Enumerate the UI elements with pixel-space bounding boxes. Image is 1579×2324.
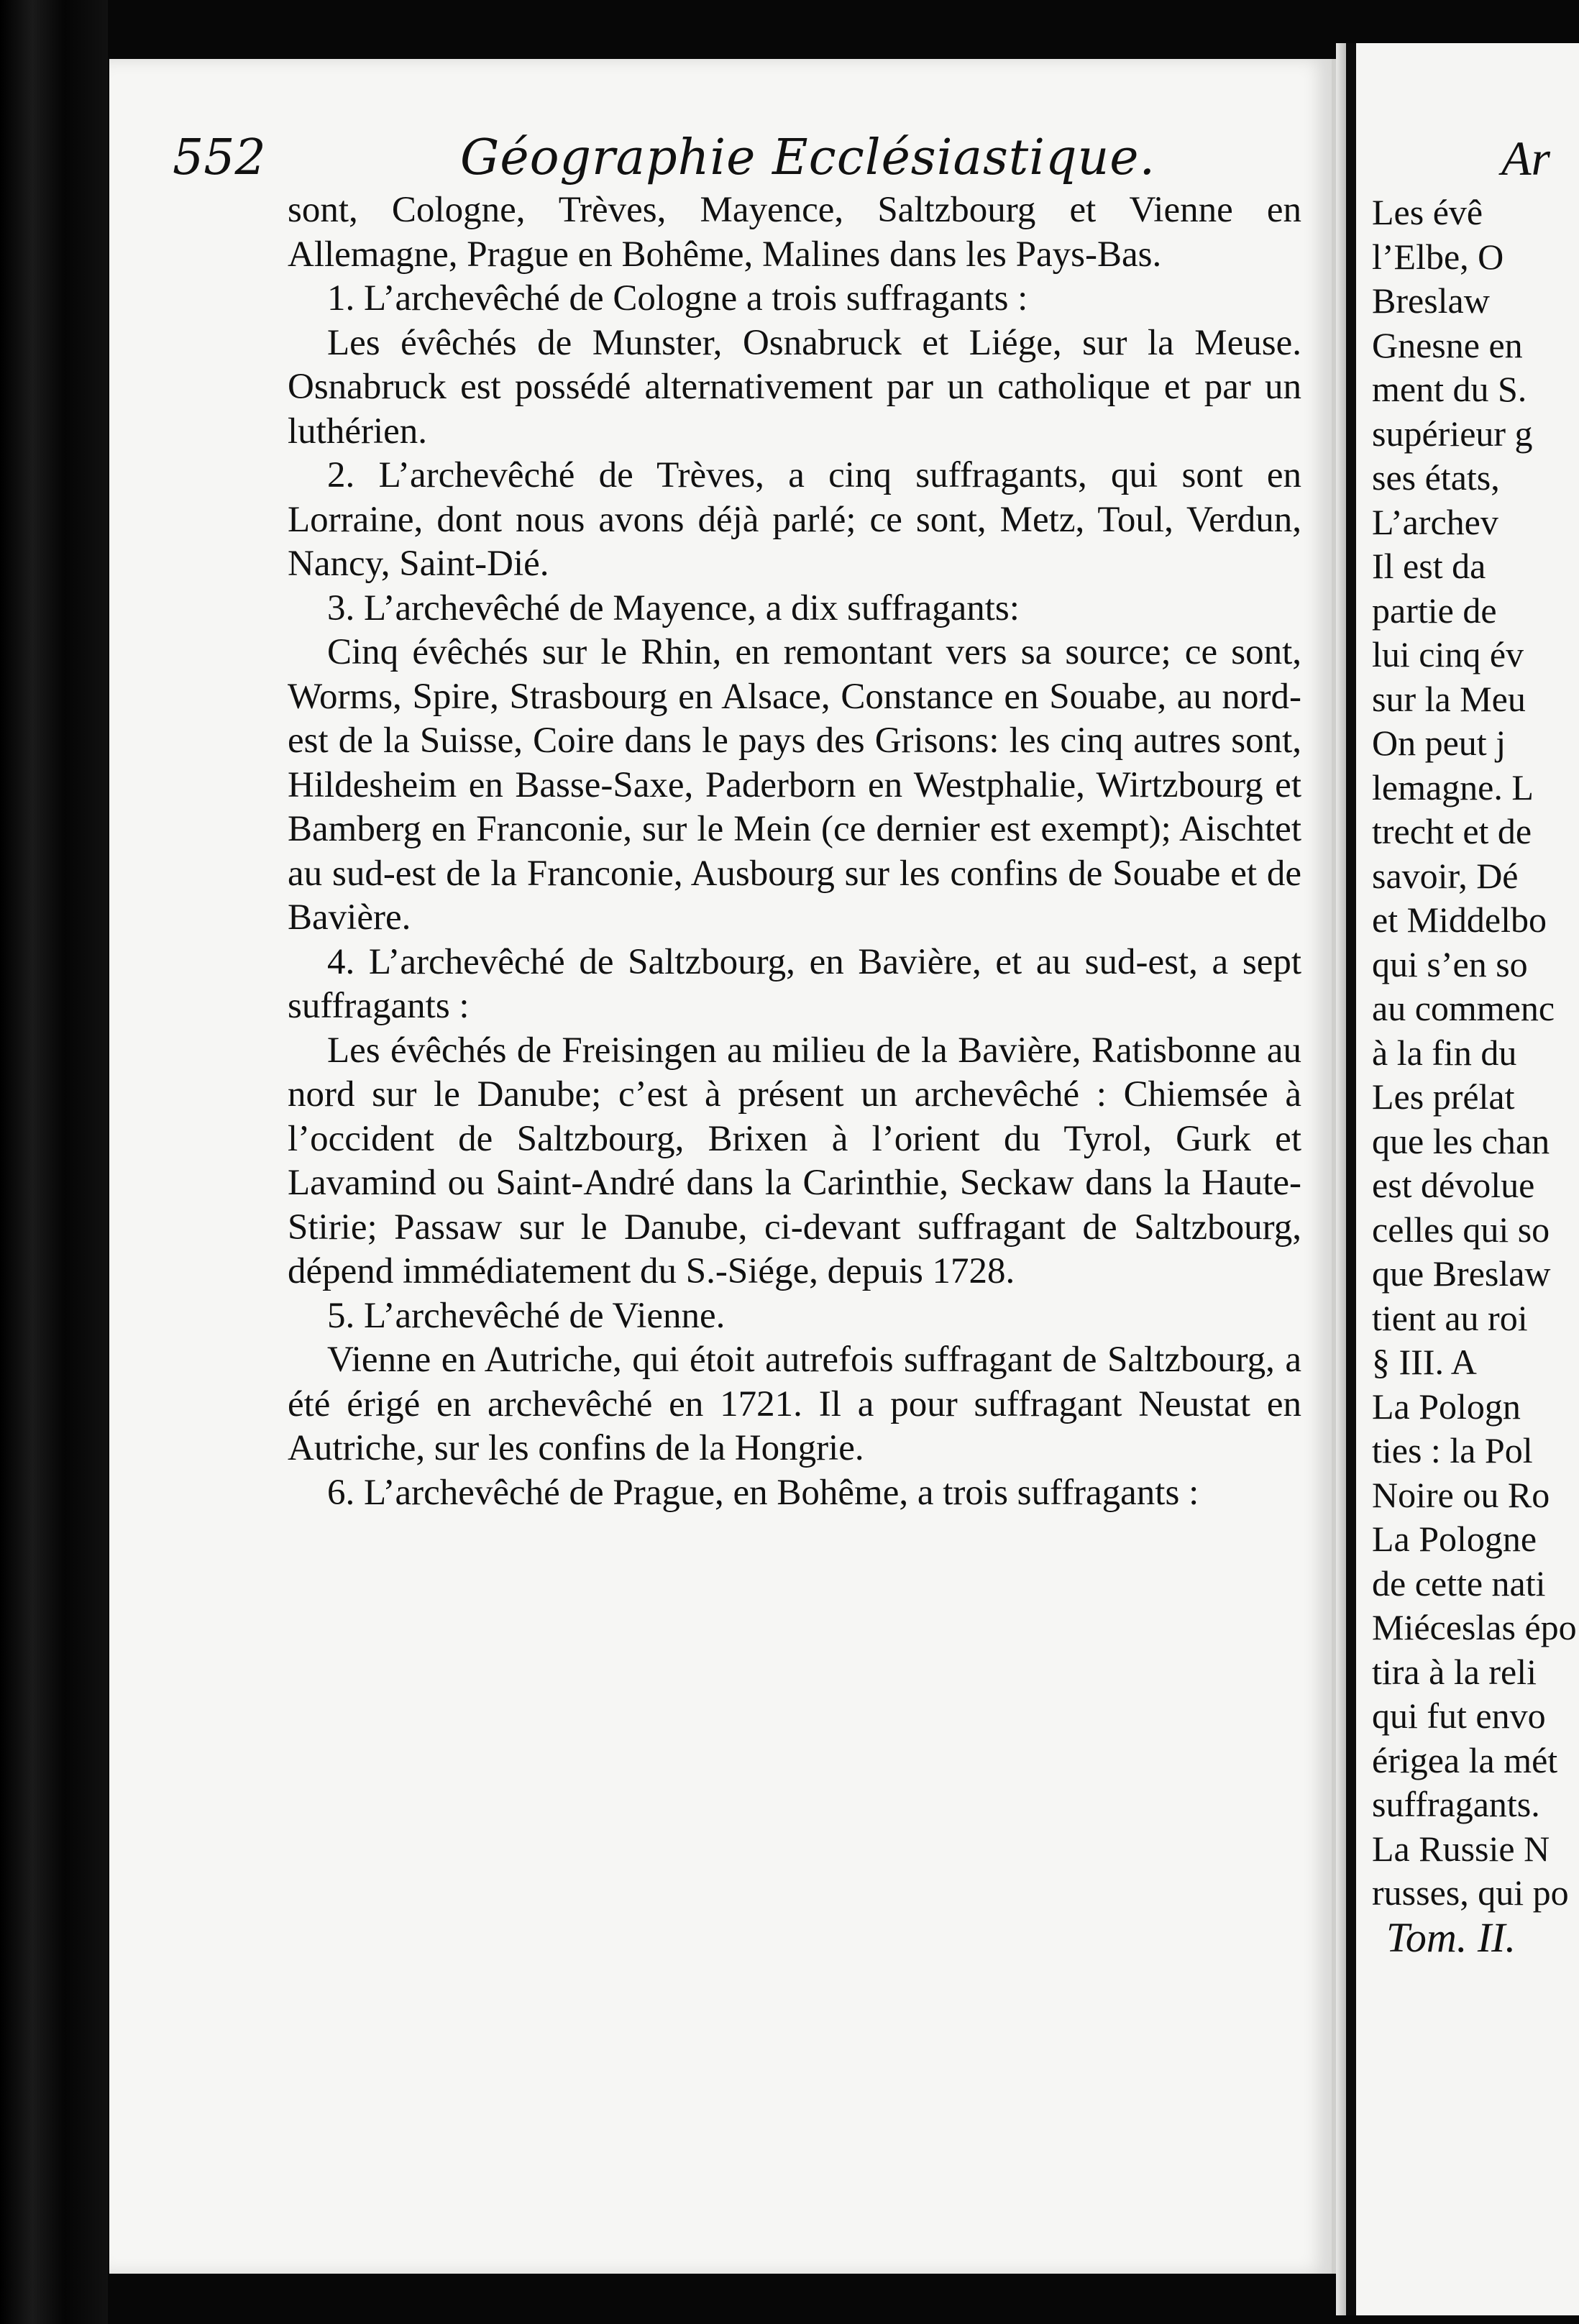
numbered-heading: 4. L’archevêché de Saltzbourg, en Bavière, et au sud-est, a sept suffragants : bbox=[288, 941, 1301, 1026]
right-page-text bbox=[1372, 126, 1579, 1959]
right-page-line: érigea la mét bbox=[1372, 1739, 1558, 1780]
right-page-line: La Russie N bbox=[1372, 1828, 1550, 1869]
paragraph: Les évêchés de Munster, Osnabruck et Liége, sur la Meuse. Osnabruck est possédé alternativement par un catholique et par un luthérien. bbox=[288, 322, 1301, 452]
right-page-line: tira à la reli bbox=[1372, 1651, 1537, 1692]
right-page-line: Les évê bbox=[1372, 192, 1483, 232]
right-page-line: savoir, Dé bbox=[1372, 855, 1519, 896]
numbered-heading: 6. L’archevêché de Prague, en Bohême, a trois suffragants : bbox=[327, 1472, 1199, 1513]
right-page-line: Breslaw bbox=[1372, 280, 1490, 321]
numbered-heading: 3. L’archevêché de Mayence, a dix suffragants: bbox=[327, 587, 1020, 628]
right-page-line: La Pologne bbox=[1372, 1519, 1537, 1559]
left-page-text bbox=[288, 188, 1301, 1515]
right-page-line: suffragants. bbox=[1372, 1784, 1540, 1824]
right-page-line: La Pologn bbox=[1372, 1386, 1521, 1427]
right-page-line: celles qui so bbox=[1372, 1209, 1550, 1250]
right-page-line: Les prélat bbox=[1372, 1076, 1515, 1117]
right-page-line: ment du S. bbox=[1372, 369, 1527, 409]
right-page-line: à la fin du bbox=[1372, 1032, 1517, 1073]
right-page-line: qui s’en so bbox=[1372, 943, 1528, 984]
right-page-line: trecht et de bbox=[1372, 811, 1532, 851]
right-page-line: Noire ou Ro bbox=[1372, 1474, 1550, 1515]
right-page-line: que les chan bbox=[1372, 1120, 1550, 1161]
right-page-line: On peut j bbox=[1372, 723, 1506, 763]
page-header bbox=[173, 126, 1323, 191]
right-page-line: russes, qui po bbox=[1372, 1872, 1569, 1913]
right-page-line: qui fut envo bbox=[1372, 1696, 1546, 1736]
numbered-heading: 1. L’archevêché de Cologne a trois suffragants : bbox=[327, 278, 1028, 319]
right-page-line: de cette nati bbox=[1372, 1563, 1546, 1604]
right-page-line: § III. A bbox=[1372, 1342, 1477, 1382]
book-edge bbox=[0, 0, 108, 2324]
right-page-line: que Breslaw bbox=[1372, 1253, 1551, 1294]
right-page-line: Il est da bbox=[1372, 546, 1486, 586]
right-page-line: au commenc bbox=[1372, 988, 1555, 1028]
right-page-line: Gnesne en bbox=[1372, 324, 1523, 365]
right-page-line: tient au roi bbox=[1372, 1297, 1528, 1338]
right-page-footer: Tom. II. bbox=[1386, 1913, 1516, 1961]
paragraph: Les évêchés de Freisingen au milieu de la Bavière, Ratisbonne au nord sur le Danube; c’est à présent un archevêché : Chiemsée à l’occident de Saltzbourg, Brixen à l’orient du Tyrol, Gurk et Lavamind ou Saint-André dans la Carinthie, Seckaw dans la Haute-Stirie; Passaw sur le Danube, ci-devant suffragant de Saltzbourg, dépend immédiatement du S.-Siége, depuis 1728. bbox=[288, 1030, 1301, 1291]
page-number: 552 bbox=[173, 129, 266, 186]
paragraph: Vienne en Autriche, qui étoit autrefois suffragant de Saltzbourg, a été érigé en archevêché en 1721. Il a pour suffragant Neustat en Autriche, sur les confins de la Hongrie. bbox=[288, 1340, 1301, 1468]
right-page-line: est dévolue bbox=[1372, 1165, 1535, 1205]
right-page-line: et Middelbo bbox=[1372, 900, 1547, 940]
right-page-line: ties : la Pol bbox=[1372, 1430, 1533, 1470]
right-page-line: sur la Meu bbox=[1372, 678, 1526, 719]
right-page-line: ses états, bbox=[1372, 457, 1500, 498]
right-page-line: supérieur g bbox=[1372, 413, 1533, 454]
right-page-line: L’archev bbox=[1372, 501, 1498, 542]
numbered-heading: 2. L’archevêché de Trèves, a cinq suffragants, qui sont en Lorraine, dont nous avons déjà parlé; ce sont, Metz, Toul, Verdun, Nancy, Saint-Dié. bbox=[288, 455, 1301, 584]
running-title: Géographie Ecclésiastique. bbox=[460, 129, 1156, 186]
right-page-line: lemagne. L bbox=[1372, 767, 1534, 808]
right-page-line: Miéceslas épo bbox=[1372, 1607, 1577, 1647]
numbered-heading: 5. L’archevêché de Vienne. bbox=[327, 1295, 726, 1336]
paragraph: sont, Cologne, Trèves, Mayence, Saltzbourg et Vienne en Allemagne, Prague en Bohême, Malines dans les Pays-Bas. bbox=[288, 190, 1301, 275]
right-page-line: lui cinq év bbox=[1372, 634, 1524, 674]
right-page-header: Ar bbox=[1501, 131, 1550, 186]
right-page-line: l’Elbe, O bbox=[1372, 236, 1504, 277]
paragraph: Cinq évêchés sur le Rhin, en remontant vers sa source; ce sont, Worms, Spire, Strasbourg en Alsace, Constance en Souabe, au nord-est de la Suisse, Coire dans le pays des Grisons: les cinq autres sont, Hildesheim en Basse-Saxe, Paderborn en Westphalie, Wirtzbourg et Bamberg en Franconie, sur le Mein (ce dernier est exempt); Aischtet au sud-est de la Franconie, Ausbourg sur les confins de Souabe et de Bavière. bbox=[288, 632, 1301, 938]
right-page-line: partie de bbox=[1372, 590, 1497, 631]
right-page-lines bbox=[1372, 191, 1579, 1916]
